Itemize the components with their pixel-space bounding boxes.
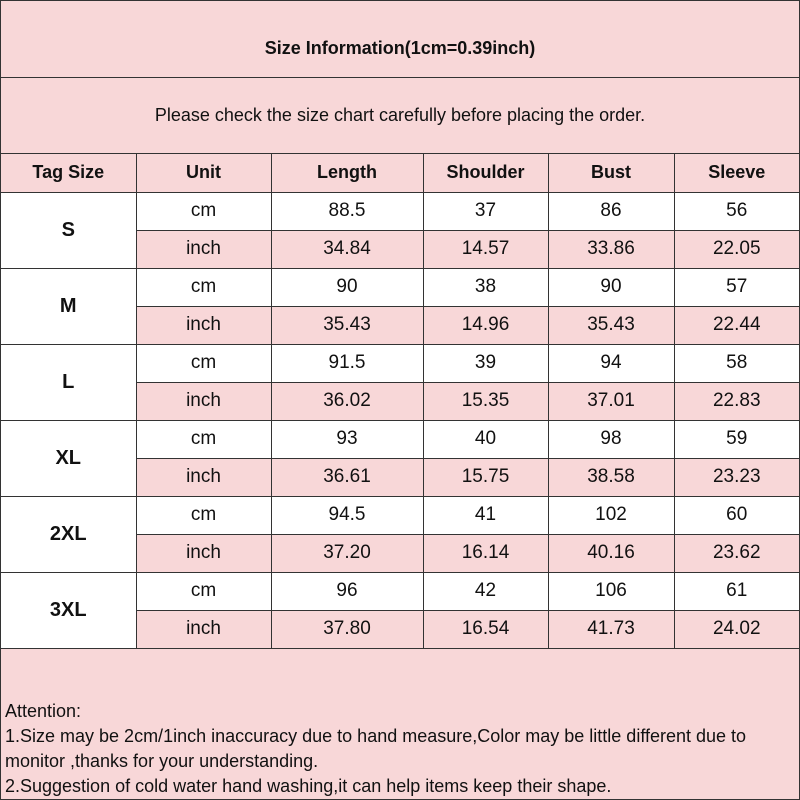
bust-cell: 38.58 — [548, 458, 674, 496]
header-length: Length — [271, 154, 423, 192]
length-cell: 37.20 — [271, 534, 423, 572]
bust-cell: 40.16 — [548, 534, 674, 572]
shoulder-cell: 38 — [423, 268, 548, 306]
sleeve-cell: 57 — [674, 268, 799, 306]
tag-size-cell: 3XL — [1, 572, 136, 648]
length-cell: 96 — [271, 572, 423, 610]
unit-cell: cm — [136, 344, 271, 382]
shoulder-cell: 16.54 — [423, 610, 548, 648]
table-row — [1, 420, 799, 458]
unit-cell: inch — [136, 458, 271, 496]
bust-cell: 41.73 — [548, 610, 674, 648]
table-row — [1, 192, 799, 230]
shoulder-cell: 41 — [423, 496, 548, 534]
tag-size-cell: M — [1, 268, 136, 344]
bust-cell: 86 — [548, 192, 674, 230]
bust-cell: 37.01 — [548, 382, 674, 420]
unit-cell: cm — [136, 496, 271, 534]
table-row — [1, 572, 799, 610]
sleeve-cell: 22.44 — [674, 306, 799, 344]
sleeve-cell: 58 — [674, 344, 799, 382]
note-item: 2.Suggestion of cold water hand washing,it can help items keep their shape. — [5, 776, 612, 796]
unit-cell: inch — [136, 382, 271, 420]
length-cell: 88.5 — [271, 192, 423, 230]
sleeve-cell: 22.83 — [674, 382, 799, 420]
unit-cell: cm — [136, 268, 271, 306]
length-cell: 91.5 — [271, 344, 423, 382]
header-sleeve: Sleeve — [674, 154, 799, 192]
length-cell: 90 — [271, 268, 423, 306]
table-row — [1, 344, 799, 382]
bust-cell: 102 — [548, 496, 674, 534]
length-cell: 34.84 — [271, 230, 423, 268]
length-cell: 94.5 — [271, 496, 423, 534]
bust-cell: 35.43 — [548, 306, 674, 344]
unit-cell: cm — [136, 420, 271, 458]
sleeve-cell: 23.23 — [674, 458, 799, 496]
size-table — [1, 154, 799, 649]
shoulder-cell: 42 — [423, 572, 548, 610]
unit-cell: inch — [136, 610, 271, 648]
sleeve-cell: 22.05 — [674, 230, 799, 268]
tag-size-cell: L — [1, 344, 136, 420]
tag-size-cell: 2XL — [1, 496, 136, 572]
tag-size-cell: XL — [1, 420, 136, 496]
notes-heading: Attention: — [5, 701, 82, 721]
sleeve-cell: 60 — [674, 496, 799, 534]
shoulder-cell: 16.14 — [423, 534, 548, 572]
length-cell: 37.80 — [271, 610, 423, 648]
unit-cell: inch — [136, 534, 271, 572]
unit-cell: cm — [136, 572, 271, 610]
header-bust: Bust — [548, 154, 674, 192]
chart-title: Size Information(1cm=0.39inch) — [1, 1, 799, 78]
header-row — [1, 154, 799, 192]
length-cell: 35.43 — [271, 306, 423, 344]
table-row — [1, 496, 799, 534]
unit-cell: inch — [136, 230, 271, 268]
header-unit: Unit — [136, 154, 271, 192]
note-item: 1.Size may be 2cm/1inch inaccuracy due to hand measure,Color may be little different due to monitor ,thanks for your understanding. — [5, 726, 747, 771]
shoulder-cell: 15.35 — [423, 382, 548, 420]
bust-cell: 33.86 — [548, 230, 674, 268]
bust-cell: 106 — [548, 572, 674, 610]
table-row — [1, 268, 799, 306]
unit-cell: cm — [136, 192, 271, 230]
bust-cell: 98 — [548, 420, 674, 458]
length-cell: 36.61 — [271, 458, 423, 496]
shoulder-cell: 14.57 — [423, 230, 548, 268]
header-tag-size: Tag Size — [1, 154, 136, 192]
sleeve-cell: 61 — [674, 572, 799, 610]
length-cell: 36.02 — [271, 382, 423, 420]
header-shoulder: Shoulder — [423, 154, 548, 192]
length-cell: 93 — [271, 420, 423, 458]
bust-cell: 90 — [548, 268, 674, 306]
sleeve-cell: 23.62 — [674, 534, 799, 572]
attention-notes — [1, 648, 799, 799]
tag-size-cell: S — [1, 192, 136, 268]
shoulder-cell: 14.96 — [423, 306, 548, 344]
sleeve-cell: 59 — [674, 420, 799, 458]
bust-cell: 94 — [548, 344, 674, 382]
sleeve-cell: 56 — [674, 192, 799, 230]
shoulder-cell: 37 — [423, 192, 548, 230]
shoulder-cell: 40 — [423, 420, 548, 458]
unit-cell: inch — [136, 306, 271, 344]
sleeve-cell: 24.02 — [674, 610, 799, 648]
chart-subtitle: Please check the size chart carefully before placing the order. — [1, 78, 799, 154]
shoulder-cell: 15.75 — [423, 458, 548, 496]
shoulder-cell: 39 — [423, 344, 548, 382]
